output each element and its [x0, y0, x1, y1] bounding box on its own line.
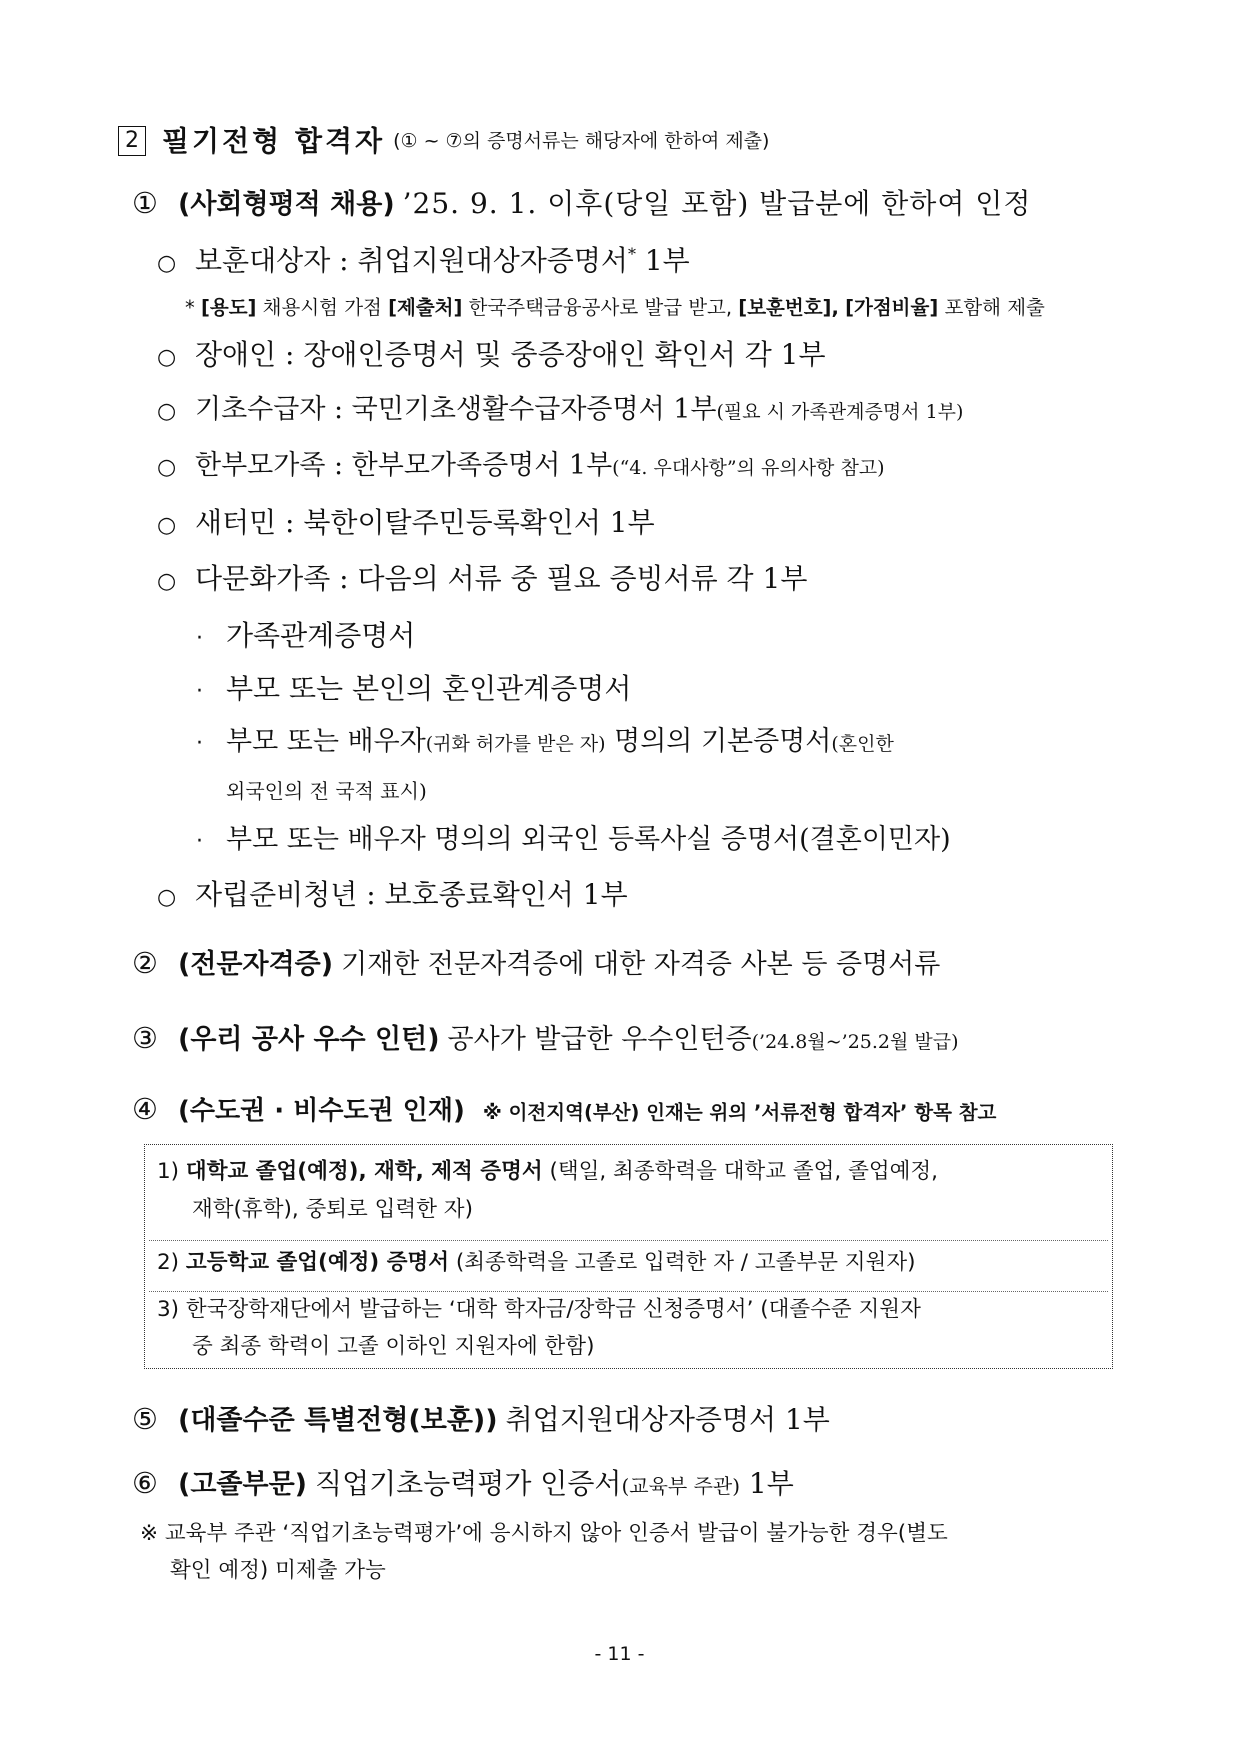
- multi-doc-3-text-b: 명의의 기본증명서: [605, 726, 832, 757]
- item-1-marker: ①: [132, 186, 158, 220]
- item-5-label: (대졸수준 특별전형(보훈)): [178, 1405, 498, 1436]
- multi-doc-3-text-a: 부모 또는 배우자: [226, 726, 426, 757]
- item-5: [132, 1402, 830, 1437]
- item-6-note: (교육부 주관): [621, 1474, 741, 1498]
- sub-defector: [157, 506, 655, 540]
- item-3-note: (’24.8월~’25.2월 발급): [751, 1031, 959, 1053]
- sub-disabled: [157, 338, 826, 372]
- item-6: [132, 1466, 794, 1501]
- multi-doc-1: [196, 619, 415, 653]
- sub-youth-text: 자립준비청년 : 보호종료확인서 1부: [195, 878, 628, 911]
- sub-basic-note: (필요 시 가족관계증명서 1부): [716, 401, 964, 423]
- item-3: [132, 1021, 959, 1056]
- footnote-text: 채용시험 가점: [256, 296, 389, 319]
- footnote-text: 포함해 제출: [938, 296, 1045, 319]
- item-2-label: (전문자격증): [178, 949, 334, 980]
- bullet: ○: [157, 885, 177, 910]
- sub-veterans-tail: 1부: [635, 244, 690, 277]
- sub-disabled-text: 장애인 : 장애인증명서 및 중증장애인 확인서 각 1부: [195, 338, 826, 371]
- box-row-number: 2): [157, 1250, 180, 1275]
- sub-single-text: 한부모가족 : 한부모가족증명서 1부: [195, 450, 613, 481]
- box-row-2-text: (최종학력을 고졸로 입력한 자 / 고졸부문 지원자): [449, 1250, 916, 1275]
- item-6-marker: ⑥: [132, 1466, 158, 1500]
- box-row-number: 1): [157, 1159, 180, 1184]
- multi-doc-1-text: 가족관계증명서: [226, 619, 416, 652]
- multi-doc-3: [196, 726, 894, 758]
- sub-veterans: [157, 244, 690, 278]
- sub-defector-text: 새터민 : 북한이탈주민등록확인서 1부: [195, 506, 655, 539]
- dot: ·: [196, 679, 203, 704]
- box-row-1-text: (택일, 최종학력을 대학교 졸업, 졸업예정,: [542, 1159, 938, 1184]
- item-3-text: 공사가 발급한 우수인턴증: [447, 1024, 752, 1055]
- item-4-note: ※ 이전지역(부산) 인재는 위의 ’서류전형 합격자’ 항목 참고: [482, 1101, 997, 1124]
- multi-doc-4-text: 부모 또는 배우자 명의의 외국인 등록사실 증명서(결혼이민자): [226, 824, 951, 855]
- box-row-2: [157, 1250, 1102, 1276]
- dot: ·: [196, 626, 203, 651]
- box-divider: [149, 1291, 1108, 1292]
- item-5-marker: ⑤: [132, 1402, 158, 1436]
- item-6-label: (고졸부문): [178, 1469, 308, 1500]
- bullet: ○: [157, 251, 177, 276]
- item-2: [132, 946, 940, 981]
- footnote-mark: *: [627, 244, 636, 264]
- dot: ·: [196, 829, 203, 854]
- item-3-marker: ③: [132, 1021, 158, 1055]
- footnote-text: 한국주택금융공사로 발급 받고,: [462, 296, 739, 319]
- box-row-3-text: 한국장학재단에서 발급하는 ‘대학 학자금/장학금 신청증명서’ (대졸수준 지원자: [185, 1297, 921, 1322]
- bullet: ○: [157, 455, 177, 480]
- box-row-1: [157, 1159, 1102, 1185]
- item-1: [132, 186, 1031, 221]
- sub-single-note: (“4. 우대사항”의 유의사항 참고): [612, 457, 885, 479]
- item-6-text-b: 1부: [740, 1467, 794, 1500]
- sub-youth: [157, 878, 628, 912]
- veterans-footnote: [185, 296, 1045, 319]
- section-title: 필기전형 합격자: [162, 124, 386, 158]
- footnote-star: *: [185, 296, 195, 319]
- item-3-label: (우리 공사 우수 인턴): [178, 1024, 440, 1055]
- footnote-key-submit: [제출처]: [388, 296, 463, 319]
- item-4: [132, 1092, 996, 1127]
- page-number: - 11 -: [594, 1643, 645, 1665]
- footnote-key-number: [보훈번호],: [738, 296, 839, 319]
- sub-veterans-text: 보훈대상자 : 취업지원대상자증명서: [195, 244, 628, 277]
- sub-single-parent: [157, 450, 885, 482]
- multi-doc-3-note-b: (혼인한: [831, 733, 894, 755]
- bullet: ○: [157, 399, 177, 424]
- multi-doc-2: [196, 672, 631, 706]
- dot: ·: [196, 731, 203, 756]
- item-2-text: 기재한 전문자격증에 대한 자격증 사본 등 증명서류: [341, 949, 941, 980]
- footnote-key-ratio: [가점비율]: [845, 296, 939, 319]
- item-2-marker: ②: [132, 946, 158, 980]
- sub-basic: [157, 394, 963, 426]
- sub-multicultural: [157, 562, 807, 596]
- box-row-3: [157, 1297, 1102, 1323]
- remark: ※ 교육부 주관 ‘직업기초능력평가’에 응시하지 않아 인증서 발급이 불가능한 경우(별도: [140, 1521, 948, 1546]
- footnote-key-usage: [용도]: [200, 296, 257, 319]
- multi-doc-4: [196, 824, 951, 856]
- item-1-text: ’25. 9. 1. 이후(당일 포함) 발급분에 한하여 인정: [402, 187, 1032, 220]
- remark-continued: 확인 예정) 미제출 가능: [170, 1558, 386, 1583]
- required-documents-box: [144, 1144, 1113, 1369]
- bullet: ○: [157, 569, 177, 594]
- box-divider: [149, 1240, 1108, 1241]
- item-6-text-a: 직업기초능력평가 인증서: [315, 1467, 622, 1500]
- bullet: ○: [157, 513, 177, 538]
- item-1-label: (사회형평적 채용): [178, 189, 395, 220]
- section-header: [118, 122, 769, 158]
- box-row-2-title: 고등학교 졸업(예정) 증명서: [185, 1250, 450, 1275]
- section-number-box: 2: [118, 126, 146, 156]
- multi-doc-2-text: 부모 또는 본인의 혼인관계증명서: [226, 672, 632, 705]
- box-row-3-continued: 중 최종 학력이 고졸 이하인 지원자에 한함): [192, 1334, 595, 1359]
- sub-basic-text: 기초수급자 : 국민기초생활수급자증명서 1부: [195, 394, 717, 425]
- item-5-text: 취업지원대상자증명서 1부: [505, 1403, 830, 1436]
- box-row-1-title: 대학교 졸업(예정), 재학, 제적 증명서: [185, 1159, 543, 1184]
- multi-doc-3-continued: 외국인의 전 국적 표시): [226, 779, 427, 803]
- sub-multi-text: 다문화가족 : 다음의 서류 중 필요 증빙서류 각 1부: [195, 562, 808, 595]
- bullet: ○: [157, 345, 177, 370]
- item-4-label: (수도권 · 비수도권 인재): [178, 1096, 465, 1126]
- item-4-marker: ④: [132, 1092, 158, 1126]
- section-note: (① ~ ⑦의 증명서류는 해당자에 한하여 제출): [393, 129, 770, 152]
- box-row-number: 3): [157, 1297, 180, 1322]
- box-row-1-continued: 재학(휴학), 중퇴로 입력한 자): [192, 1197, 473, 1222]
- multi-doc-3-note-a: (귀화 허가를 받은 자): [425, 733, 606, 755]
